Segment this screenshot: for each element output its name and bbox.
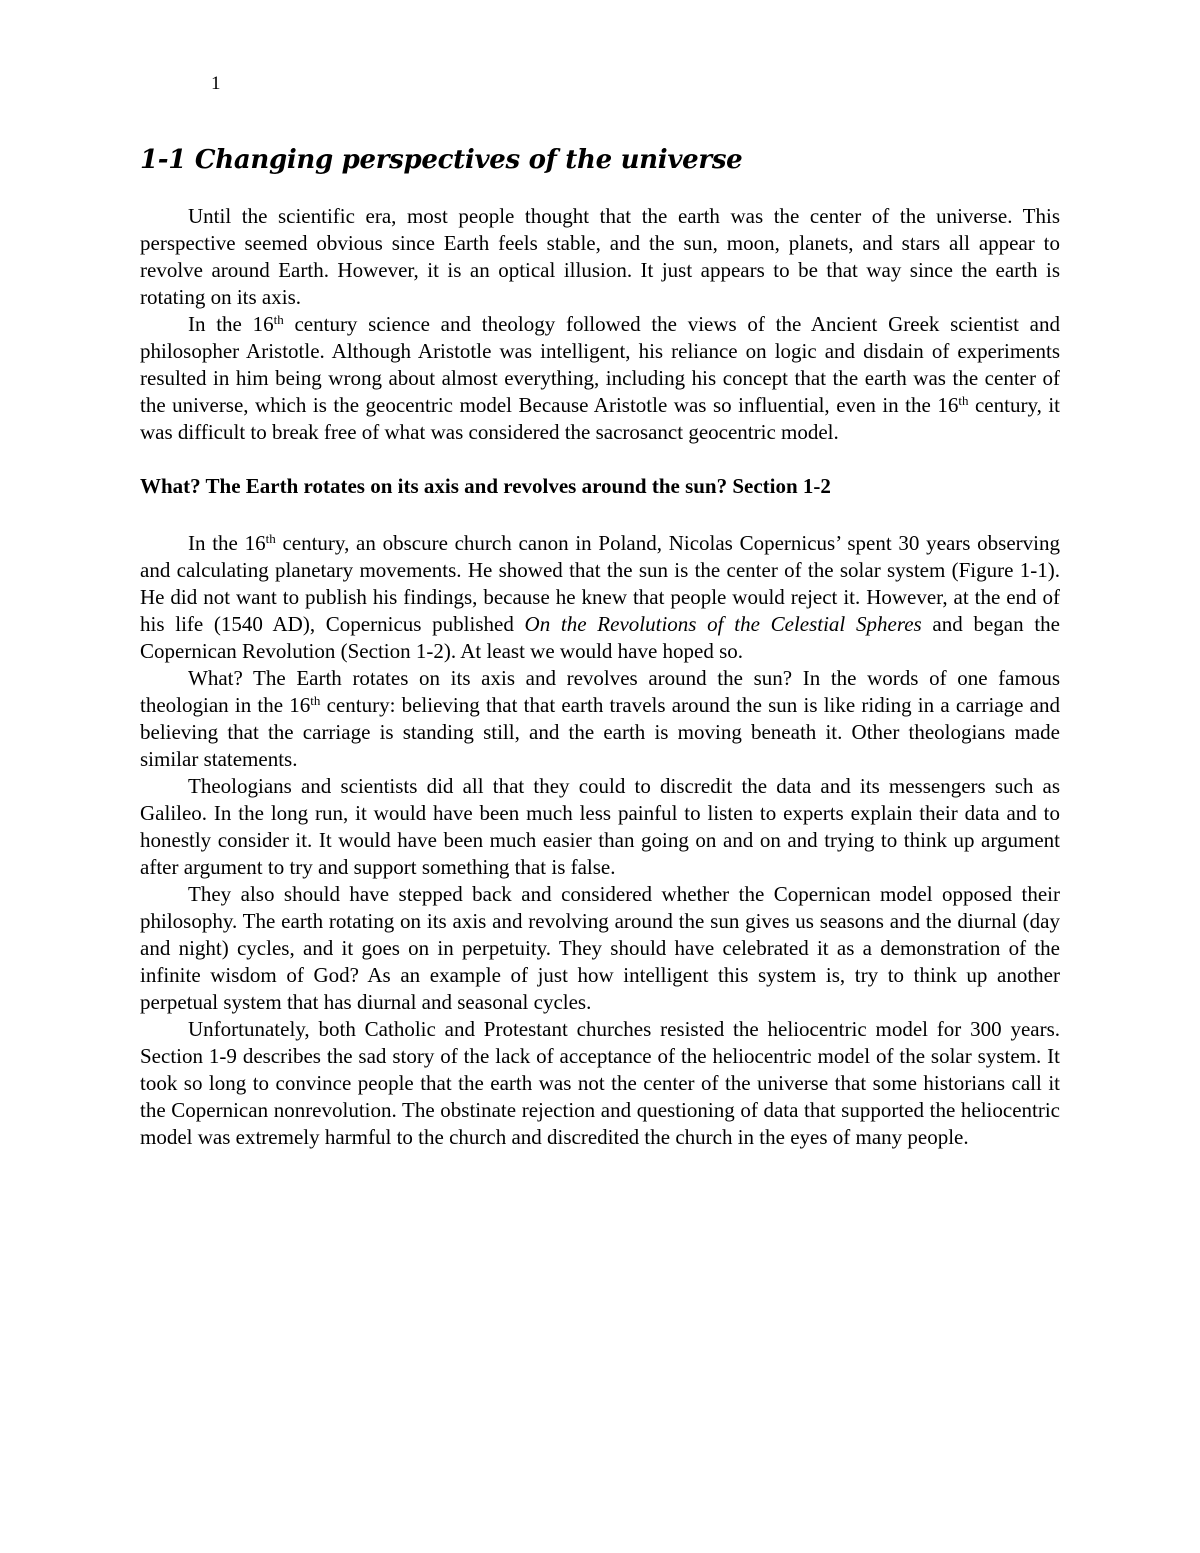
superscript: th (958, 393, 969, 408)
paragraph: They also should have stepped back and considered whether the Copernican model opposed their philosophy. The earth rotating on its axis and revolving around the sun gives us seasons and the diurnal (day and night) cycles, and it goes on in perpetuity. They should have celebrated it as a demonstration of the infinite wisdom of God? As an example of just how intelligent this system is, try to think up another perpetual system that has diurnal and seasonal cycles. (140, 882, 1060, 1014)
page-number: 1 (211, 73, 221, 94)
paragraph-text: What? The Earth rotates on its axis and revolves around the sun? In the words of one famous theologian in the 16 (140, 666, 1060, 717)
section-1-1 (140, 203, 1060, 446)
paragraph (140, 203, 1060, 311)
paragraph-text: century: believing that that earth travels around the sun is like riding in a carriage and believing that the carriage is standing still, and the earth is moving beneath it. Other theologians made similar statements. (140, 693, 1060, 771)
book-title: On the Revolutions of the Celestial Spheres (524, 612, 922, 636)
paragraph: Unfortunately, both Catholic and Protestant churches resisted the heliocentric model for 300 years. Section 1-9 describes the sad story of the lack of acceptance of the heliocentric model of the solar system. It took so long to convince people that the earth was not the center of the universe that some historians call it the Copernican nonrevolution. The obstinate rejection and questioning of data that supported the heliocentric model was extremely harmful to the church and discredited the church in the eyes of many people. (140, 1017, 1060, 1149)
paragraph-text: century science and theology followed the views of the Ancient Greek scientist and philosopher Aristotle. Although Aristotle was intelligent, his reliance on logic and disdain of experiments resulted in him being wrong about almost everything, including his concept that the earth was the center of the universe, which is the geocentric model Because Aristotle was so influential, even in the 16 (140, 312, 1060, 417)
superscript: th (310, 693, 321, 708)
section-title: 1-1 Changing perspectives of the universe (140, 145, 743, 175)
paragraph-text: century, it was difficult to break free of what was considered the sacrosanct geocentric model. (140, 393, 1061, 444)
section-1-2 (140, 530, 1060, 1151)
paragraph: Theologians and scientists did all that they could to discredit the data and its messengers such as Galileo. In the long run, it would have been much less painful to listen to experts explain their data and to honestly consider it. It would have been much easier than going on and on and trying to think up argument after argument to try and support something that is false. (140, 774, 1060, 879)
paragraph-text: century, an obscure church canon in Poland, Nicolas Copernicus’ spent 30 years observing and calculating planetary movements. He showed that the sun is the center of the solar system (Figure 1-1). He did not want to publish his findings, because he knew that people would reject it. However, at the end of his life (1540 AD), Copernicus published (140, 531, 1060, 636)
superscript: th (265, 531, 276, 546)
paragraph-text: Until the scientific era, most people thought that the earth was the center of the universe. This perspective seemed obvious since Earth feels stable, and the sun, moon, planets, and stars all appear to revolve around Earth. However, it is an optical illusion. It just appears to be that way since the earth is rotating on its axis. (140, 204, 1060, 309)
paragraph-text: and began the Copernican Revolution (Section 1-2). At least we would have hoped so. (140, 612, 1060, 663)
document-body (140, 143, 1060, 1151)
paragraph (140, 665, 1060, 773)
paragraph-text: In the 16 (188, 531, 266, 555)
paragraph (140, 530, 1060, 665)
superscript: th (273, 312, 284, 327)
paragraph (140, 311, 1060, 446)
paragraph-text: In the 16 (188, 312, 274, 336)
section-heading: What? The Earth rotates on its axis and revolves around the sun? Section 1-2 (140, 474, 831, 498)
